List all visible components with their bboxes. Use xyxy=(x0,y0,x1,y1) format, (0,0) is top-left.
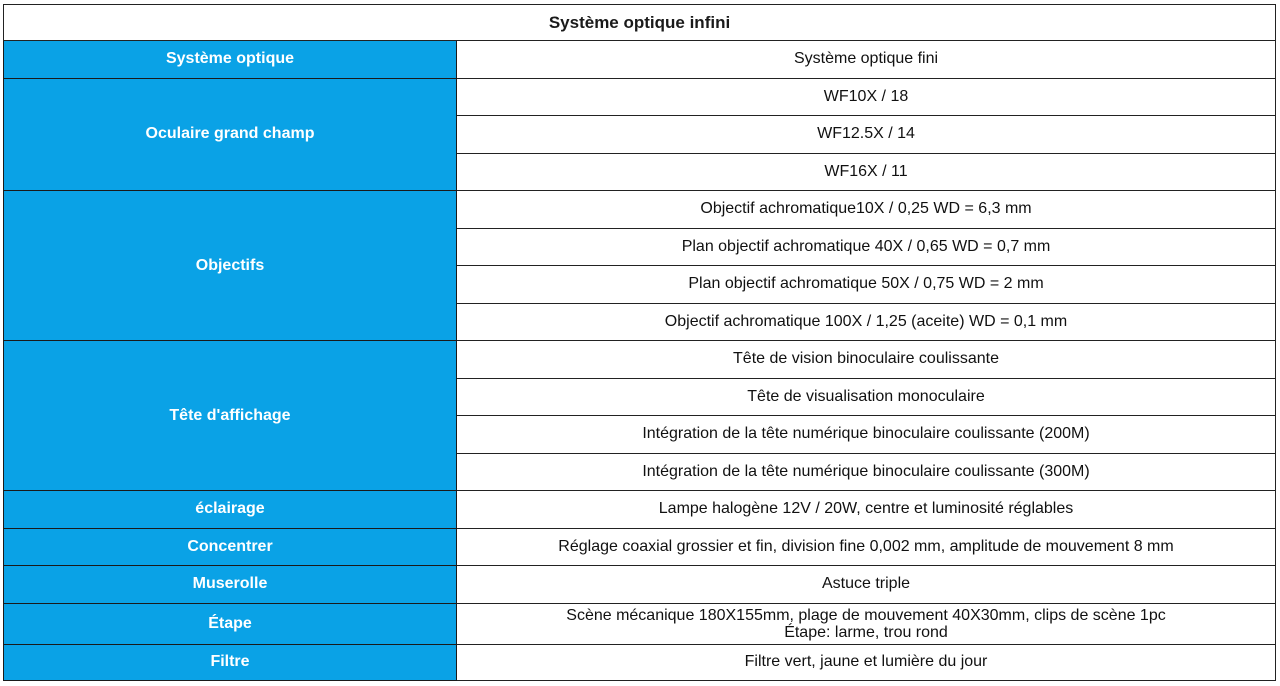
row-label-concentrer: Concentrer xyxy=(4,528,457,566)
row-value: Lampe halogène 12V / 20W, centre et luminosité réglables xyxy=(457,491,1276,529)
row-value: Objectif achromatique 100X / 1,25 (aceite) WD = 0,1 mm xyxy=(457,303,1276,341)
row-label-objectifs: Objectifs xyxy=(4,191,457,341)
table-row xyxy=(4,341,1276,379)
row-value: Système optique fini xyxy=(457,41,1276,79)
table-title: Système optique infini xyxy=(4,5,1276,41)
row-label-muserolle: Muserolle xyxy=(4,566,457,604)
table-row xyxy=(4,566,1276,604)
row-value: Réglage coaxial grossier et fin, division fine 0,002 mm, amplitude de mouvement 8 mm xyxy=(457,528,1276,566)
row-value-line: Étape: larme, trou rond xyxy=(784,623,948,641)
row-value-multiline xyxy=(457,603,1276,644)
table-row xyxy=(4,644,1276,680)
row-value: Tête de vision binoculaire coulissante xyxy=(457,341,1276,379)
table-row xyxy=(4,191,1276,229)
table-row xyxy=(4,528,1276,566)
row-value: Plan objectif achromatique 40X / 0,65 WD = 0,7 mm xyxy=(457,228,1276,266)
spec-table-container xyxy=(3,4,1275,681)
row-value: Objectif achromatique10X / 0,25 WD = 6,3 mm xyxy=(457,191,1276,229)
row-value: Filtre vert, jaune et lumière du jour xyxy=(457,644,1276,680)
row-label-oculaire: Oculaire grand champ xyxy=(4,78,457,191)
row-value: Tête de visualisation monoculaire xyxy=(457,378,1276,416)
row-value: WF10X / 18 xyxy=(457,78,1276,116)
table-row xyxy=(4,41,1276,79)
row-label-tete-affichage: Tête d'affichage xyxy=(4,341,457,491)
row-value: Astuce triple xyxy=(457,566,1276,604)
row-label-filtre: Filtre xyxy=(4,644,457,680)
spec-table xyxy=(3,4,1276,681)
row-value: Plan objectif achromatique 50X / 0,75 WD = 2 mm xyxy=(457,266,1276,304)
row-value-line: Scène mécanique 180X155mm, plage de mouvement 40X30mm, clips de scène 1pc xyxy=(566,606,1166,624)
table-row xyxy=(4,78,1276,116)
row-value: WF12.5X / 14 xyxy=(457,116,1276,154)
row-value: Intégration de la tête numérique binoculaire coulissante (300M) xyxy=(457,453,1276,491)
row-label-eclairage: éclairage xyxy=(4,491,457,529)
row-label-etape: Étape xyxy=(4,603,457,644)
table-row xyxy=(4,603,1276,644)
row-label-systeme-optique: Système optique xyxy=(4,41,457,79)
table-title-row xyxy=(4,5,1276,41)
table-row xyxy=(4,491,1276,529)
row-value: Intégration de la tête numérique binoculaire coulissante (200M) xyxy=(457,416,1276,454)
row-value: WF16X / 11 xyxy=(457,153,1276,191)
